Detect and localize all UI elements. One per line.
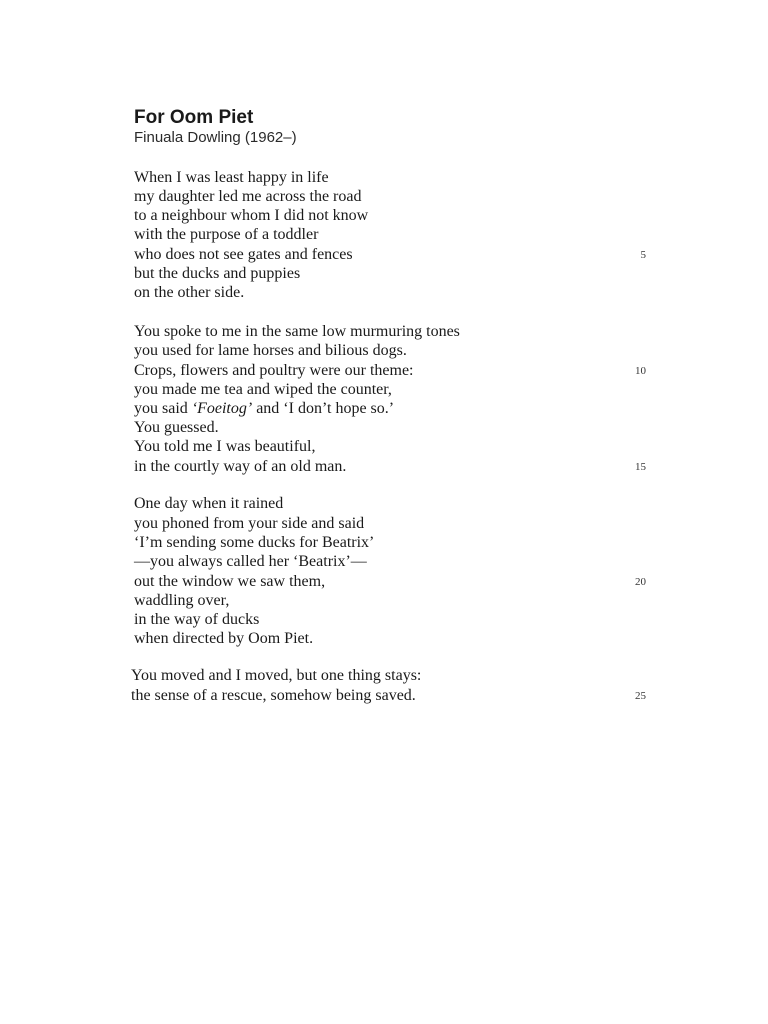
line-number: 15 [635,461,646,473]
poem-title: For Oom Piet [134,107,254,128]
poem-line: you used for lame horses and bilious dogs. [134,342,407,359]
poem-line: You spoke to me in the same low murmuring tones [134,323,460,340]
poem-line: on the other side. [134,284,245,301]
poem-line: in the courtly way of an old man. [134,458,347,475]
poem-line: You told me I was beautiful, [134,438,316,455]
poem-line: my daughter led me across the road [134,188,362,205]
poem-line: —you always called her ‘Beatrix’— [134,553,367,570]
poem-author: Finuala Dowling (1962–) [134,129,297,146]
poem-line: waddling over, [134,592,230,609]
line-number: 20 [635,576,646,588]
line-text: and ‘I don’t hope so.’ [252,400,395,417]
poem-line: You guessed. [134,419,219,436]
poem-line: When I was least happy in life [134,169,329,186]
italic-word: ‘Foeitog’ [191,400,253,417]
poem-line: One day when it rained [134,495,284,512]
poem-line: you made me tea and wiped the counter, [134,381,392,398]
poem-line: Crops, flowers and poultry were our theme: [134,362,414,379]
line-number: 10 [635,365,646,377]
poem-line: the sense of a rescue, somehow being saved. [131,687,416,704]
poem-line: in the way of ducks [134,611,260,628]
poem-line: but the ducks and puppies [134,265,301,282]
poem-line: you phoned from your side and said [134,515,365,532]
poem-line: when directed by Oom Piet. [134,630,314,647]
poem-line [134,399,394,419]
poem-line: with the purpose of a toddler [134,226,319,243]
poem-line: You moved and I moved, but one thing stays: [131,667,422,684]
line-number: 25 [635,690,646,702]
poem-line: who does not see gates and fences [134,246,353,263]
line-text: Foeitog [197,400,247,417]
poem-line: to a neighbour whom I did not know [134,207,369,224]
line-number: 5 [640,249,646,261]
poem-line: ‘I’m sending some ducks for Beatrix’ [134,534,375,551]
poem-line: out the window we saw them, [134,573,326,590]
line-text: you said [134,400,192,417]
